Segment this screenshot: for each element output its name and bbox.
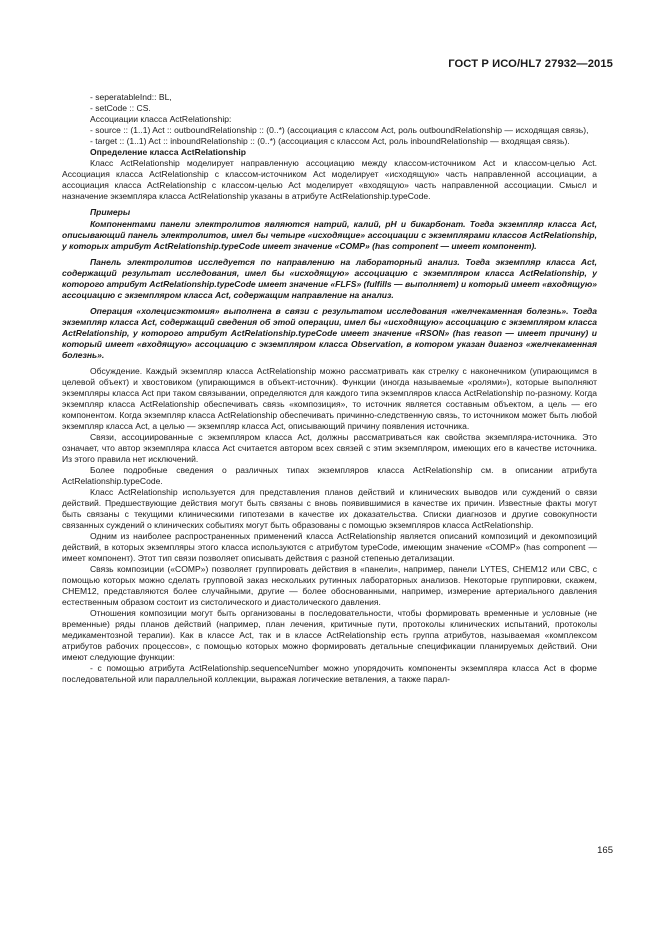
example-paragraph: Панель электролитов исследуется по направлению на лабораторный анализ. Тогда экземпляр класса Act, содержащий результат исследования, имел бы «исходящую» ассоциацию с экземпляром класса ActRelationship, у которого атрибут ActRelationship.typeCode имеет значение «FLFS» (fulfills — выполняет) и который имеет «входящую» ассоциацию с экземпляром класса Act, содержащим направление на анализ. — [62, 257, 597, 300]
association-line: - target :: (1..1) Act :: inboundRelationship :: (0..*) (ассоциация с классом Act, роль inboundRelationship — входящая связь). — [90, 136, 570, 146]
body-paragraph: - с помощью атрибута ActRelationship.sequenceNumber можно упорядочить компоненты экземпляра класса Act в форме последовательной или параллельной коллекции, выражая логические ветвления, а также парал- — [62, 663, 597, 684]
page-header: ГОСТ Р ИСО/HL7 27932—2015 — [448, 58, 613, 70]
body-paragraph: Класс ActRelationship используется для представления планов действий и клинических выводов или суждений о связи действий. Предшествующие действия могут быть связаны с вновь появившимися в качестве их причин. Известные факты могут быть связаны с текущими клиническими гипотезами в качестве их доказательства. Списки диагнозов и другие совокупности связанных суждений о клинических событиях могут быть образованы с помощью экземпляров класса ActRelationship. — [62, 487, 597, 530]
associations-label: Ассоциации класса ActRelationship: — [90, 114, 232, 124]
page-number: 165 — [597, 845, 613, 856]
body-paragraph: Обсуждение. Каждый экземпляр класса ActRelationship можно рассматривать как стрелку с наконечником (упирающимся в целевой объект) и хвостовиком (упирающимся в объект-источник). Функции (иногда называемые «ролями»), которые выполняют экземпляры класса Act при таком связывании, определяются для каждого типа экземпляров класса ActRelationship по-разному. Когда экземпляр класса ActRelationship обеспечивать связь «композиция», то источник является составным объектом, а цель — его компонентом. Когда экземпляр класса ActRelationship обеспечивать причинно-следственную связь, то источником может быть любой экземпляр класса Act, а целью — экземпляр класса Act, описывающий причину появления источника. — [62, 366, 597, 431]
document-body — [62, 92, 597, 685]
definition-paragraph: Класс ActRelationship моделирует направленную ассоциацию между классом-источником Act и классом-целью Act. Ассоциация класса ActRelationship с классом-источником Act моделирует «исходящую» часть направленной ассоциации, а ассоциация класса ActRelationship с классом-целью Act моделирует «входящую» часть направленной ассоциации. Смысл и назначение экземпляра класса ActRelationship указаны в атрибуте ActRelationship.typeCode. — [62, 158, 597, 201]
attribute-line: - setCode :: CS. — [90, 103, 151, 113]
example-paragraph: Компонентами панели электролитов являются натрий, калий, pH и бикарбонат. Тогда экземпляр класса Act, описывающий панель электролитов, имел бы четыре «исходящие» ассоциации с экземплярами классов ActRelationship, у которых атрибут ActRelationship.typeCode имеет значение «COMP» (has component — имеет компонент). — [62, 219, 597, 251]
body-paragraph: Отношения композиции могут быть организованы в последовательности, чтобы формировать временные и условные (не временные) ряды планов действий (например, план лечения, критичные пути, протоколы клинических испытаний, протоколы медикаментозной терапии). Как в классе Act, так и в классе ActRelationship есть группа атрибутов, называемая «комплексом атрибутов рабочих процессов», с помощью которых можно формировать детальные спецификации планируемых действий. Они имеют следующие функции: — [62, 608, 597, 662]
body-paragraph: Связь композиции («COMP») позволяет группировать действия в «панели», например, панели LYTES, CHEM12 или CBC, с помощью которых можно сделать групповой заказ нескольких рутинных лабораторных анализов. Некоторые группировки, скажем, CHEM12, представляются более случайными, другие — более обоснованными, например, измерение артериального давления естественным образом состоит из систолического и диастолического давления. — [62, 564, 597, 607]
example-paragraph: Операция «холецисэктомия» выполнена в связи с результатом исследования «желчекаменная болезнь». Тогда экземпляр класса Act, содержащий сведения об этой операции, имел бы «исходящую» ассоциацию с экземпляром класса ActRelationship, у которого атрибут ActRelationship.typeCode имеет значение «RSON» (has reason — имеет причину) и который имеет «входящую» ассоциацию с экземпляром класса Observation, в котором указан диагноз «желчекаменная болезнь». — [62, 306, 597, 360]
body-paragraph: Более подробные сведения о различных типах экземпляров класса ActRelationship см. в описании атрибута ActRelationship.typeCode. — [62, 465, 597, 486]
association-line: - source :: (1..1) Act :: outboundRelationship :: (0..*) (ассоциация с классом Act, роль outboundRelationship — исходящая связь), — [90, 125, 589, 135]
attribute-line: - seperatableInd:: BL, — [90, 92, 172, 102]
examples-title: Примеры — [90, 207, 131, 217]
section-heading: Определение класса ActRelationship — [90, 147, 246, 157]
body-paragraph: Связи, ассоциированные с экземпляром класса Act, должны рассматриваться как свойства экземпляра-источника. Это означает, что автор экземпляра класса Act считается автором всех связей с этим экземпляром, имеющих его в качестве источника. Из этого правила нет исключений. — [62, 432, 597, 464]
body-paragraph: Одним из наиболее распространенных применений класса ActRelationship является описаний композиций и декомпозиций действий, в которых экземпляры этого класса используются с атрибутом typeCode, имеющим значение «COMP» (has component — имеет компонент). Этот тип связи позволяет описывать действия с разной степенью детализации. — [62, 531, 597, 563]
